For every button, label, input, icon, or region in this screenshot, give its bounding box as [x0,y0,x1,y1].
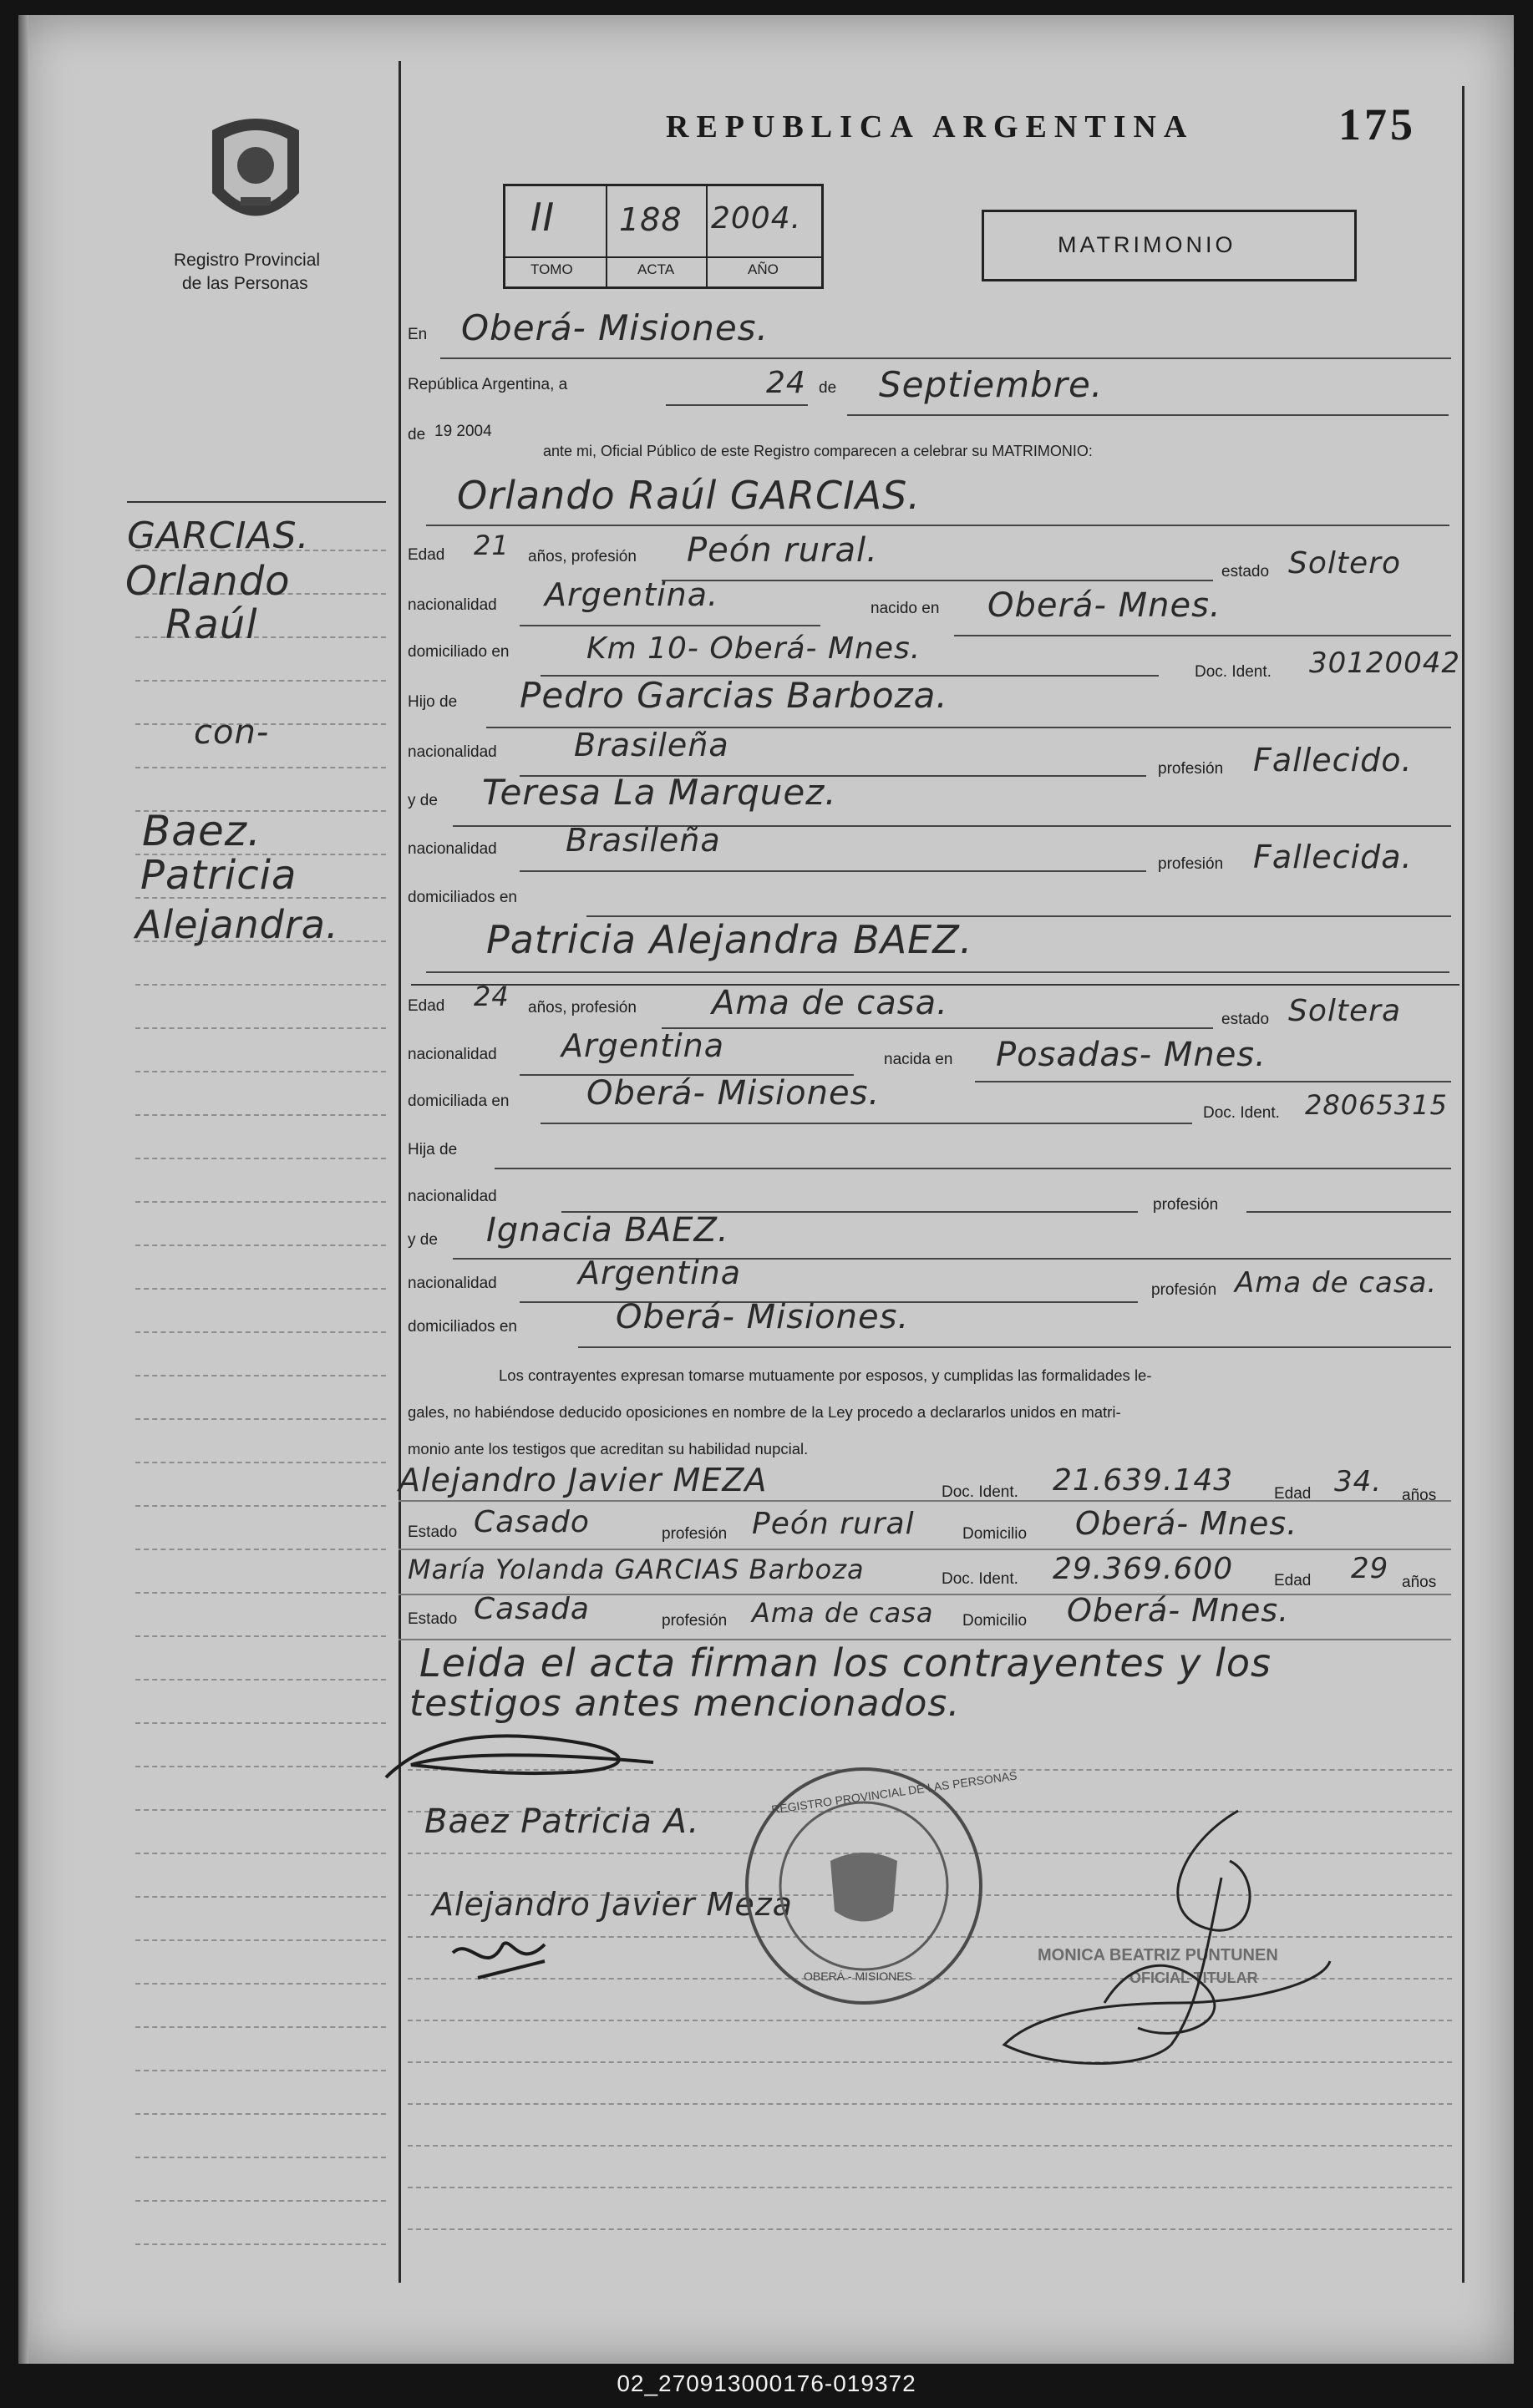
record-type-box [982,210,1357,281]
margin-rule [135,2070,386,2071]
bride-estado: Soltera [1288,994,1402,1028]
margin-rule [135,1592,386,1594]
margin-rule [135,1853,386,1854]
comparecen-text: ante mi, Oficial Público de este Registro comparecen a celebrar su MATRIMONIO: [543,443,1093,459]
witness1-edad: 34. [1334,1465,1383,1498]
en-label: En [408,326,428,343]
bride-father-label: Hija de [408,1141,458,1158]
witness-signature: Alejandro Javier Meza [432,1886,793,1923]
bride-mother: Ignacia BAEZ. [486,1211,729,1250]
margin-connector: con- [194,713,270,752]
witness1-estado: Casado [474,1505,590,1539]
margin-rule [135,2026,386,2028]
witness1-anios-label: años [1402,1487,1437,1504]
witness1-doc: 21.639.143 [1053,1463,1234,1498]
declaration-line2: gales, no habiéndose deducido oposiciones en nombre de la Ley procedo a declararlos unidos en matri- [408,1403,1121,1421]
bride-parents-dom-label: domiciliados en [408,1318,517,1336]
margin-rule [135,1288,386,1290]
bride-parents-dom: Oberá- Misiones. [616,1298,910,1336]
coat-of-arms-icon [204,114,307,239]
acta-value: 188 [619,201,683,238]
witness1-dom: Oberá- Mnes. [1075,1505,1298,1542]
declaration-line1: Los contrayentes expresan tomarse mutuamente por esposos, y cumplidas las formalidades le- [499,1366,1152,1384]
year-prefix: de [408,426,426,444]
bride-nacido-label: nacida en [884,1051,953,1068]
bride-signature: Baez Patricia A. [424,1802,700,1841]
acta-box [503,184,824,289]
groom-father-label: Hijo de [408,693,458,711]
witness2-prof: Ama de casa [752,1597,934,1629]
margin-rule [135,680,386,682]
margin-bride-surname: Baez. [142,807,261,855]
groom-name: Orlando Raúl GARCIAS. [457,473,921,518]
witness2-dom-label: Domicilio [962,1612,1028,1630]
witness2-doc: 29.369.600 [1053,1552,1234,1586]
witness2-prof-label: profesión [662,1612,728,1630]
record-type: MATRIMONIO [1058,232,1236,257]
margin-rule [135,1114,386,1116]
bride-dom: Oberá- Misiones. [586,1074,881,1113]
groom-dom-label: domiciliado en [408,643,510,661]
margin-rule [135,1462,386,1463]
witness2-estado-label: Estado [408,1610,458,1628]
margin-rule [135,1245,386,1246]
groom-father-prof: Fallecido. [1253,742,1413,778]
margin-divider [398,61,401,2283]
month-value: Septiembre. [879,364,1104,405]
anio-value: 2004. [711,201,802,236]
witness1-name: Alejandro Javier MEZA [398,1462,768,1498]
right-border [1462,86,1464,2283]
margin-bride-middlename: Alejandra. [135,902,339,947]
margin-firstname: Orlando [125,558,291,605]
groom-doc-label: Doc. Ident. [1195,663,1272,681]
groom-mother-prof: Fallecida. [1253,839,1413,875]
margin-rule [135,1679,386,1681]
stamp-text: REGISTRO PROVINCIAL DE LAS PERSONAS [770,1768,1018,1817]
groom-profesion-label: años, profesión [528,548,637,565]
officer-signature [987,1794,1355,2095]
margin-rule [135,1722,386,1724]
closing-line2: testigos antes mencionados. [409,1682,961,1725]
margin-rule [135,1505,386,1507]
groom-father-prof-label: profesión [1158,760,1224,778]
witness2-edad: 29 [1351,1552,1389,1585]
certificate-page [18,15,1514,2364]
bride-profesion: Ama de casa. [712,984,948,1022]
body-rule [408,2228,1452,2230]
body-rule [408,2187,1452,2188]
margin-rule [135,984,386,986]
witness2-doc-label: Doc. Ident. [942,1570,1018,1588]
groom-father: Pedro Garcias Barboza. [520,675,948,716]
closing-line1: Leida el acta firman los contrayentes y los [419,1640,1272,1686]
registry-name-line2: de las Personas [182,274,308,293]
bride-edad-label: Edad [408,997,445,1015]
groom-mother-label: y de [408,792,438,809]
margin-rule [135,1158,386,1159]
groom-doc: 30120042 [1309,646,1461,680]
republica-label: República Argentina, a [408,376,568,393]
margin-rule [135,1766,386,1767]
witness2-anios-label: años [1402,1574,1437,1591]
bride-nac-label: nacionalidad [408,1046,497,1063]
bride-father-nac-label: nacionalidad [408,1188,497,1205]
year-value: 19 2004 [434,423,492,440]
margin-rule [135,1635,386,1637]
groom-mother-nac: Brasileña [566,822,721,859]
registry-name-line1: Registro Provincial [174,251,321,270]
body-rule [408,2145,1452,2147]
margin-rule [135,1809,386,1811]
groom-estado-label: estado [1221,563,1270,580]
witness1-doc-label: Doc. Ident. [942,1483,1018,1501]
anio-label: AÑO [748,261,779,277]
margin-rule [135,1939,386,1941]
witness1-estado-label: Estado [408,1523,458,1541]
bride-estado-label: estado [1221,1011,1270,1028]
margin-rule [135,1071,386,1072]
margin-rule [135,767,386,768]
groom-parents-dom-label: domiciliados en [408,889,517,906]
witness1-prof-label: profesión [662,1525,728,1543]
groom-estado: Soltero [1288,546,1401,580]
margin-rule [135,1418,386,1420]
de-label: de [819,379,837,397]
declaration-line3: monio ante los testigos que acreditan su habilidad nupcial. [408,1440,809,1457]
groom-nacido-label: nacido en [871,600,940,617]
margin-rule [135,1896,386,1898]
acta-label: ACTA [637,261,675,277]
tomo-label: TOMO [530,261,573,277]
witness1-dom-label: Domicilio [962,1525,1028,1543]
document-id: 02_270913000176-019372 [617,2370,916,2396]
witness1-edad-label: Edad [1274,1485,1312,1503]
margin-rule [135,2157,386,2158]
margin-rule [135,2243,386,2245]
bride-mother-nac: Argentina [578,1255,742,1291]
groom-profesion: Peón rural. [687,531,878,570]
bride-profesion-label: años, profesión [528,999,637,1016]
bride-father-prof-label: profesión [1153,1196,1219,1214]
bride-dom-label: domiciliada en [408,1092,510,1110]
margin-top-rule [127,501,386,503]
bride-nacido: Posadas- Mnes. [996,1036,1267,1074]
groom-signature [378,1719,662,1794]
margin-middlename: Raúl [165,601,258,648]
groom-mother-prof-label: profesión [1158,855,1224,873]
witness1-prof: Peón rural [752,1507,915,1541]
margin-rule [135,1549,386,1550]
witness2-estado: Casada [474,1592,590,1626]
margin-rule [135,2113,386,2115]
margin-rule [135,1983,386,1985]
witness2-name: María Yolanda GARCIAS Barboza [408,1554,865,1585]
margin-rule [135,2200,386,2202]
groom-mother: Teresa La Marquez. [482,772,837,813]
groom-mother-nac-label: nacionalidad [408,840,497,858]
officer-stamp-line1: MONICA BEATRIZ PUNTUNEN [1038,1946,1278,1964]
bride-mother-nac-label: nacionalidad [408,1275,497,1292]
groom-nacido: Oberá- Mnes. [987,586,1221,625]
bride-name: Patricia Alejandra BAEZ. [486,917,973,962]
officer-stamp-line2: OFICIAL TITULAR [1129,1969,1258,1986]
groom-nac-label: nacionalidad [408,596,497,614]
groom-nac: Argentina. [545,576,719,613]
witness-signature-flourish [444,1928,578,1986]
stamp-bottom: OBERÁ - MISIONES [804,1969,912,1983]
tomo-value: II [530,195,556,240]
bride-mother-label: y de [408,1231,438,1249]
bride-doc-label: Doc. Ident. [1203,1104,1280,1122]
bride-edad: 24 [474,981,510,1012]
margin-rule [135,1201,386,1203]
witness2-edad-label: Edad [1274,1572,1312,1589]
witness2-dom: Oberá- Mnes. [1067,1592,1290,1629]
groom-father-nac: Brasileña [574,727,729,763]
body-rule [408,2103,1452,2105]
place-value: Oberá- Misiones. [461,307,769,348]
margin-rule [135,1331,386,1333]
groom-edad-label: Edad [408,546,445,564]
groom-edad: 21 [474,530,510,561]
margin-surname: GARCIAS. [127,515,310,557]
margin-bride-firstname: Patricia [140,852,297,899]
margin-rule [135,1027,386,1029]
bride-mother-prof: Ama de casa. [1235,1266,1438,1300]
bride-nac: Argentina [561,1027,725,1064]
country-title: REPUBLICA ARGENTINA [666,109,1195,144]
bride-mother-prof-label: profesión [1151,1281,1217,1299]
bride-doc: 28065315 [1305,1089,1448,1121]
groom-father-nac-label: nacionalidad [408,743,497,761]
groom-dom: Km 10- Oberá- Mnes. [586,631,921,666]
page-number: 175 [1338,99,1416,150]
day-value: 24 [766,366,806,400]
margin-rule [135,1375,386,1376]
